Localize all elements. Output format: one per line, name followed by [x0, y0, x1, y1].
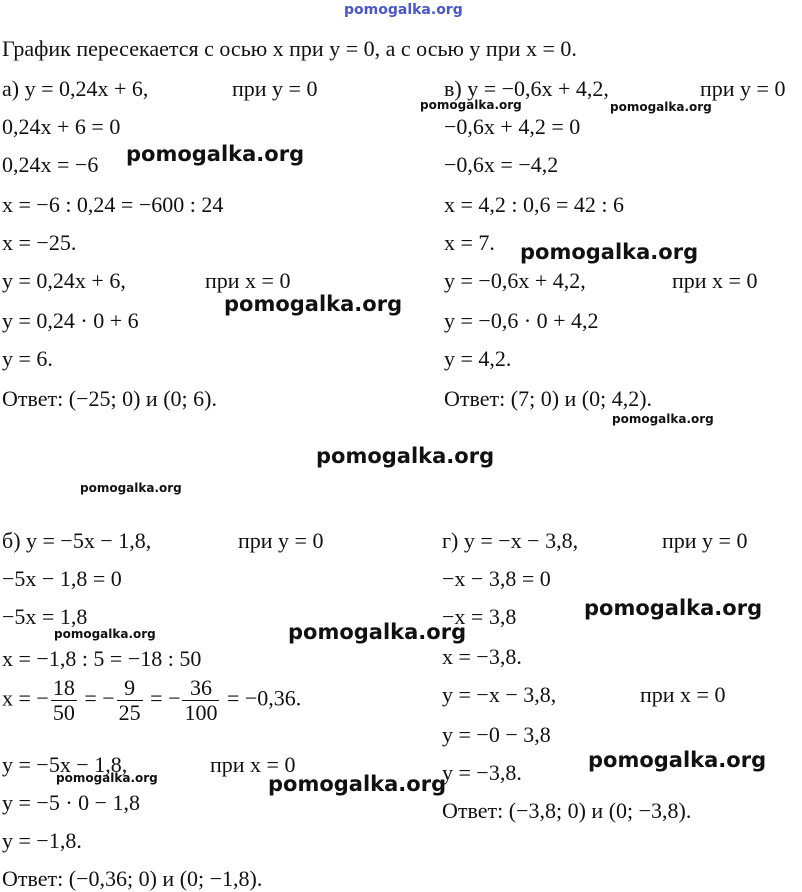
part-a-heading: а) y = 0,24x + 6, [2, 76, 149, 101]
part-a-line-2: 0,24x = −6 [2, 152, 99, 177]
intro-text: График пересекается с осью x при y = 0, а с осью y при x = 0. [2, 36, 577, 61]
part-v-answer: Ответ: (7; 0) и (0; 4,2). [444, 386, 653, 411]
watermark: pomogalka.org [316, 444, 495, 468]
watermark: pomogalka.org [420, 98, 522, 112]
part-g-line-3: x = −3,8. [442, 644, 522, 669]
part-a-line-6: y = 6. [2, 346, 53, 371]
watermark: pomogalka.org [54, 627, 156, 641]
fraction-2 [117, 676, 143, 725]
fraction-3-denominator: 100 [184, 700, 218, 725]
part-b-line-1: −5x − 1,8 = 0 [2, 566, 122, 591]
watermark: pomogalka.org [80, 481, 182, 495]
fraction-1-numerator: 18 [52, 675, 75, 700]
part-g-heading-2: y = −x − 3,8, [442, 682, 557, 707]
watermark: pomogalka.org [56, 771, 158, 785]
watermark: pomogalka.org [584, 596, 763, 620]
watermark: pomogalka.org [610, 100, 712, 114]
part-g-line-1: −x − 3,8 = 0 [442, 566, 551, 591]
part-v-line-5: y = −0,6 · 0 + 4,2 [444, 308, 599, 333]
fraction-suffix: = −0,36. [226, 685, 302, 711]
part-b-fraction-line [2, 676, 301, 725]
fraction-prefix: x = − [2, 685, 49, 711]
part-a-line-3: x = −6 : 0,24 = −600 : 24 [2, 192, 224, 217]
part-a-line-4: x = −25. [2, 230, 77, 255]
part-g-line-2: −x = 3,8 [442, 604, 517, 629]
watermark: pomogalka.org [588, 748, 767, 772]
fraction-3-numerator: 36 [182, 676, 219, 701]
part-g-condition: при y = 0 [662, 528, 748, 553]
part-g-condition-2: при x = 0 [640, 682, 726, 707]
part-b-condition-2: при x = 0 [210, 752, 296, 777]
part-v-line-1: −0,6x + 4,2 = 0 [444, 114, 581, 139]
part-b-heading-2: y = −5x − 1,8, [2, 752, 128, 777]
part-b-line-2: −5x = 1,8 [2, 604, 88, 629]
part-v-line-4: x = 7. [444, 230, 495, 255]
part-b-condition: при y = 0 [238, 528, 324, 553]
part-a-heading-2: y = 0,24x + 6, [2, 268, 126, 293]
part-b-line-5: y = −5 · 0 − 1,8 [2, 790, 141, 815]
part-a-answer: Ответ: (−25; 0) и (0; 6). [2, 386, 217, 411]
watermark: pomogalka.org [288, 620, 467, 644]
watermark: pomogalka.org [612, 412, 714, 426]
fraction-eq-1: = − [84, 685, 115, 711]
watermark: pomogalka.org [224, 292, 403, 316]
part-v-heading-2: y = −0,6x + 4,2, [444, 268, 586, 293]
fraction-3 [182, 676, 219, 725]
part-a-condition: при y = 0 [232, 76, 318, 101]
watermark: pomogalka.org [126, 142, 305, 166]
part-a-line-5: y = 0,24 · 0 + 6 [2, 308, 139, 333]
part-v-heading: в) y = −0,6x + 4,2, [444, 76, 609, 101]
part-b-answer: Ответ: (−0,36; 0) и (0; −1,8). [2, 866, 263, 891]
part-a-line-1: 0,24x + 6 = 0 [2, 114, 121, 139]
part-g-line-6: y = −3,8. [442, 760, 522, 785]
fraction-1-denominator: 50 [52, 700, 75, 725]
part-v-condition: при y = 0 [700, 76, 786, 101]
part-v-line-6: y = 4,2. [444, 346, 512, 371]
fraction-2-numerator: 9 [117, 676, 143, 701]
part-v-condition-2: при x = 0 [672, 268, 758, 293]
fraction-2-denominator: 25 [118, 700, 141, 725]
part-b-heading: б) y = −5x − 1,8, [2, 528, 152, 553]
fraction-1 [51, 676, 77, 725]
watermark: pomogalka.org [520, 240, 699, 264]
part-v-line-3: x = 4,2 : 0,6 = 42 : 6 [444, 192, 625, 217]
part-g-answer: Ответ: (−3,8; 0) и (0; −3,8). [442, 798, 692, 823]
part-g-line-5: y = −0 − 3,8 [442, 722, 551, 747]
watermark: pomogalka.org [268, 772, 447, 796]
part-a-condition-2: при x = 0 [205, 268, 291, 293]
part-b-line-3: x = −1,8 : 5 = −18 : 50 [2, 646, 202, 671]
part-g-heading: г) y = −x − 3,8, [442, 528, 579, 553]
fraction-eq-2: = − [150, 685, 181, 711]
watermark-top: pomogalka.org [344, 2, 463, 18]
part-v-line-2: −0,6x = −4,2 [444, 152, 559, 177]
part-b-line-6: y = −1,8. [2, 828, 82, 853]
